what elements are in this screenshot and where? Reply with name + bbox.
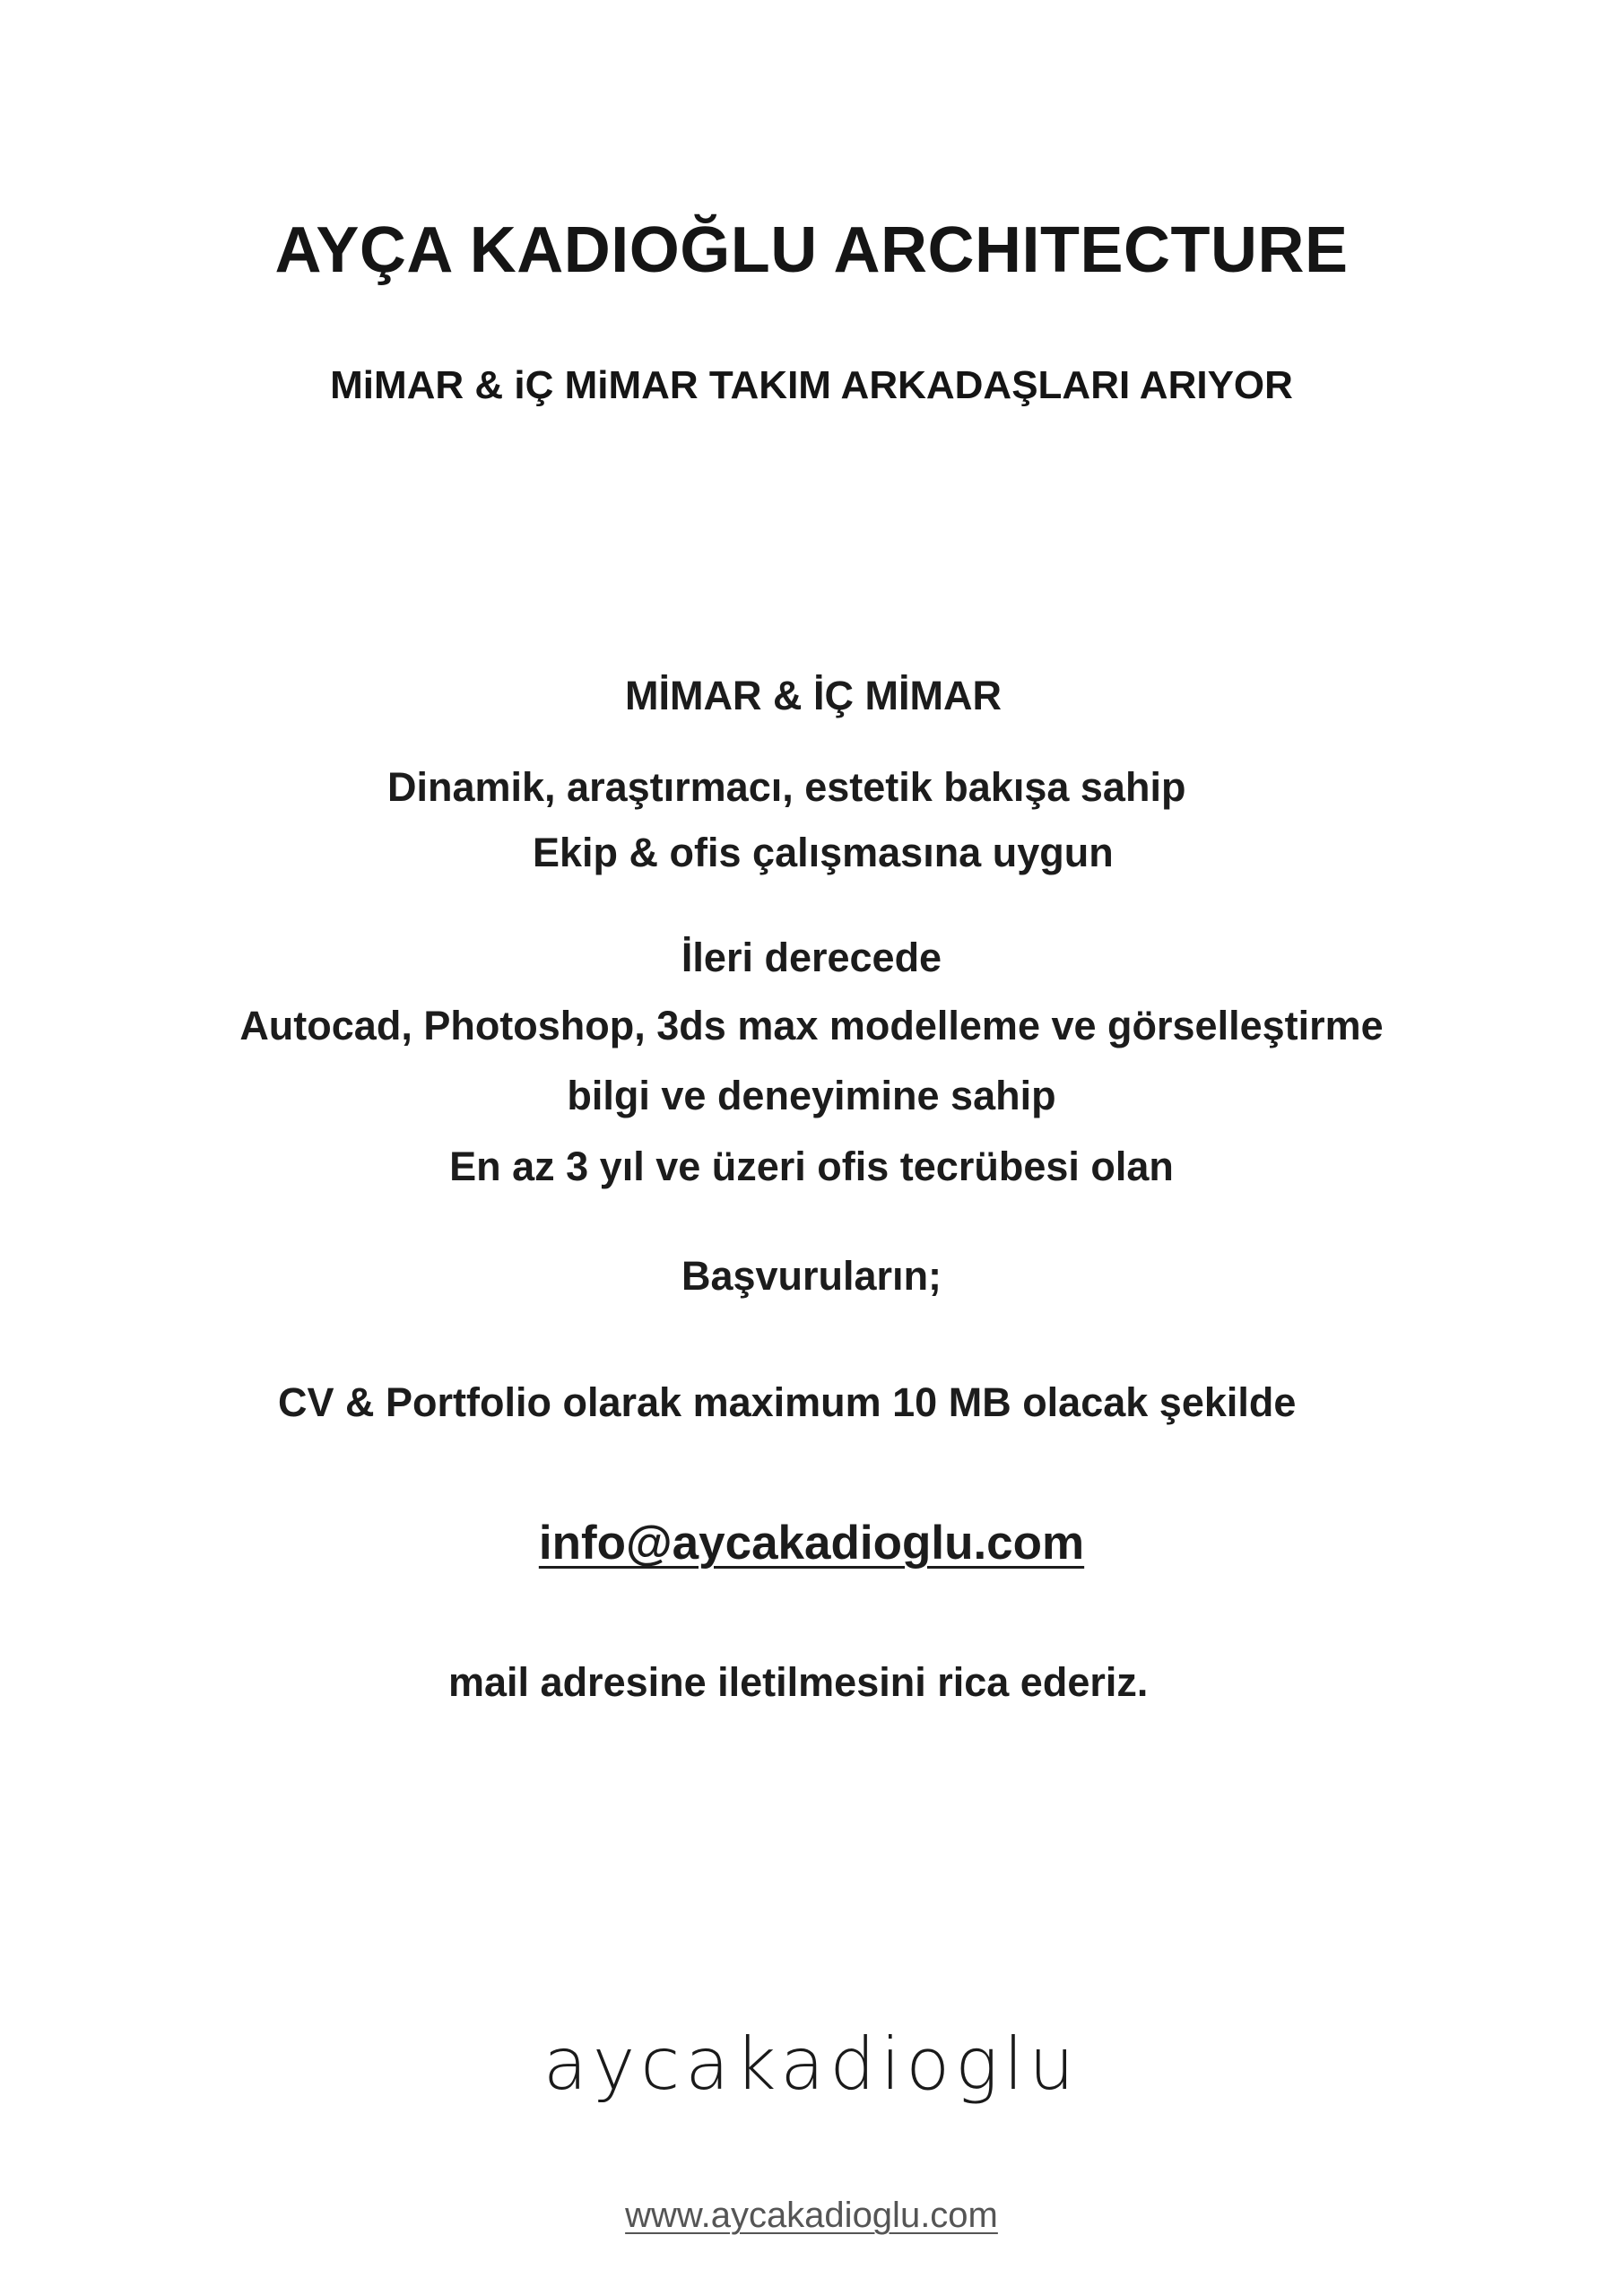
requirement-line: İleri derecede (681, 935, 942, 980)
requirement-line: En az 3 yıl ve üzeri ofis tecrübesi olan (449, 1144, 1174, 1189)
requirement-line: Dinamik, araştırmacı, estetik bakışa sahip (387, 764, 1186, 810)
requirement-line: Autocad, Photoshop, 3ds max modelleme ve görselleştirme (239, 1003, 1384, 1048)
application-format: CV & Portfolio olarak maximum 10 MB olacak şekilde (278, 1379, 1297, 1425)
page-subtitle: MiMAR & iÇ MiMAR TAKIM ARKADAŞLARI ARIYOR (330, 363, 1293, 407)
email-link[interactable]: info@aycakadioglu.com (538, 1517, 1085, 1570)
requirement-line: bilgi ve deneyimine sahip (567, 1073, 1056, 1118)
email-link-container (0, 1516, 1623, 1570)
website-link-container (0, 2196, 1623, 2236)
role-heading: MİMAR & İÇ MİMAR (625, 673, 1002, 718)
application-intro: Başvuruların; (681, 1253, 942, 1299)
requirement-line: Ekip & ofis çalışmasına uygun (533, 830, 1114, 875)
brand-logo: aycakadioglu (542, 2022, 1081, 2106)
website-link[interactable]: www.aycakadioglu.com (625, 2196, 998, 2235)
application-closing: mail adresine iletilmesini rica ederiz. (448, 1659, 1149, 1705)
page-title: AYÇA KADIOĞLU ARCHITECTURE (274, 214, 1349, 286)
